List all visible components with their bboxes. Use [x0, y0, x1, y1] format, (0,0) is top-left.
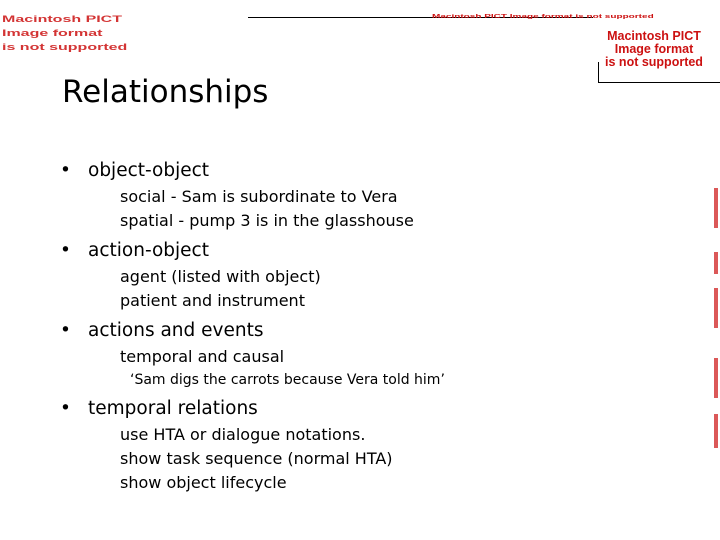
placeholder-line: is not supported	[605, 55, 703, 69]
bullet-marker: •	[60, 398, 71, 419]
bullet-object-object	[60, 157, 680, 185]
placeholder-line: Image format	[614, 42, 694, 56]
bullet-marker: •	[60, 160, 71, 181]
sub-bullet: spatial - pump 3 is in the glasshouse	[120, 211, 414, 230]
sub-bullet: show task sequence (normal HTA)	[120, 449, 393, 468]
bullet-marker: •	[60, 240, 71, 261]
bullet-text: action-object	[88, 240, 209, 261]
bullet-text: temporal relations	[88, 398, 258, 419]
sub-bullet: patient and instrument	[120, 291, 305, 310]
image-placeholder-top-right	[588, 30, 720, 69]
sub-bullet: use HTA or dialogue notations.	[120, 425, 366, 444]
placeholder-line: Macintosh PICT	[607, 29, 701, 43]
sub-bullet: show object lifecycle	[120, 473, 287, 492]
slide-title: Relationships	[62, 74, 269, 110]
frame-line	[598, 62, 599, 82]
placeholder-line: Macintosh PICT	[2, 14, 123, 25]
sub-bullet: social - Sam is subordinate to Vera	[120, 187, 398, 206]
placeholder-line: Image format	[2, 28, 103, 39]
slide-body	[60, 157, 680, 495]
placeholder-line: is not supported	[2, 42, 128, 53]
bullet-marker: •	[60, 320, 71, 341]
image-placeholder-right-edge	[712, 188, 720, 448]
bullet-actions-and-events	[60, 317, 680, 345]
sub-bullet: temporal and causal	[120, 347, 285, 366]
image-placeholder-top-center: Macintosh PICT Image format is not supported	[432, 14, 654, 20]
image-placeholder-top-left	[2, 16, 127, 58]
bullet-text: actions and events	[88, 320, 264, 341]
bullet-text: object-object	[88, 160, 210, 181]
example-quote: ‘Sam digs the carrots because Vera told him’	[130, 372, 445, 388]
bullet-action-object	[60, 237, 680, 265]
sub-bullet: agent (listed with object)	[120, 267, 321, 286]
bullet-temporal-relations	[60, 395, 680, 423]
frame-line	[598, 82, 720, 83]
